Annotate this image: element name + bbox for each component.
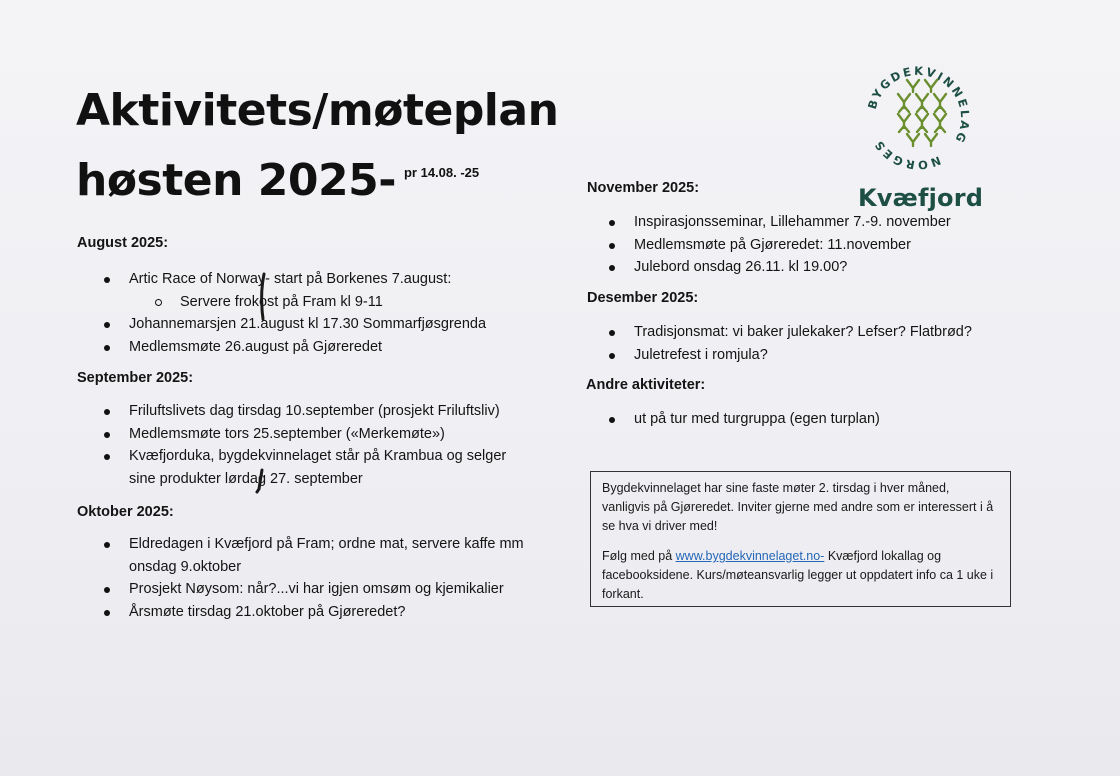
info-box	[590, 471, 1011, 607]
section-heading-oktober: Oktober 2025:	[77, 504, 174, 520]
list-item: ut på tur med turgruppa (egen turplan)	[582, 408, 880, 431]
list-sub-item: Servere frokost på Fram kl 9-11	[77, 291, 486, 314]
list-item: Johannemarsjen 21.august kl 17.30 Sommarfjøsgrenda	[77, 313, 486, 336]
section-heading-september: September 2025:	[77, 370, 194, 386]
list-andre-aktiviteter	[582, 408, 880, 431]
revision-date-note: pr 14.08. -25	[403, 165, 480, 180]
norges-bygdekvinnelag-logo	[848, 56, 988, 221]
logo-emblem-icon	[848, 56, 988, 181]
list-august	[77, 268, 486, 358]
list-item: Medlemsmøte 26.august på Gjøreredet	[77, 336, 486, 359]
logo-figure-icon	[898, 80, 946, 146]
section-heading-november: November 2025:	[587, 180, 700, 196]
list-september	[77, 400, 506, 490]
title-line-2	[76, 142, 558, 212]
list-november	[582, 211, 951, 279]
website-link[interactable]: www.bygdekvinnelaget.no-	[675, 549, 825, 563]
pen-mark-stroke	[255, 272, 271, 322]
list-item: Inspirasjonsseminar, Lillehammer 7.-9. november	[582, 211, 951, 234]
list-item: Medlemsmøte tors 25.september («Merkemøte»)	[77, 423, 506, 446]
section-heading-andre-aktiviteter: Andre aktiviteter:	[586, 377, 706, 393]
list-item: Artic Race of Norway- start på Borkenes 7.august:	[77, 268, 486, 291]
list-item: Tradisjonsmat: vi baker julekaker? Lefser? Flatbrød?	[582, 321, 972, 344]
page-title	[76, 80, 558, 212]
info-follow-suffix: Kvæfjord lokallag og facebooksidene. Kurs/møteansvarlig legger ut oppdatert info ca 1 uke i forkant.	[602, 549, 994, 601]
pen-mark-stroke	[252, 468, 270, 494]
list-item-continuation: onsdag 9.oktober	[129, 558, 242, 575]
list-oktober	[77, 533, 524, 623]
info-paragraph-meetings: Bygdekvinnelaget har sine faste møter 2. tirsdag i hver måned, vanligvis på Gjøreredet. Inviter gjerne med andre som er interessert i å se hva vi driver med!	[602, 481, 994, 533]
list-item: Friluftslivets dag tirsdag 10.september (prosjekt Friluftsliv)	[77, 400, 506, 423]
list-item: Årsmøte tirsdag 21.oktober på Gjøreredet?	[77, 601, 524, 624]
list-item: Prosjekt Nøysom: når?...vi har igjen omsøm og kjemikalier	[77, 578, 524, 601]
list-item-continuation: sine produkter lørdag 27. september	[129, 470, 363, 487]
svg-text:NORGES: NORGES	[870, 136, 943, 173]
list-item: Medlemsmøte på Gjøreredet: 11.november	[582, 234, 951, 257]
info-follow-prefix: Følg med på	[602, 549, 676, 563]
list-item: Julebord onsdag 26.11. kl 19.00?	[582, 256, 951, 279]
title-line-2-text: høsten 2025-	[76, 155, 396, 206]
section-heading-august: August 2025:	[77, 235, 169, 251]
list-desember	[582, 321, 972, 366]
info-paragraph-follow	[602, 547, 1000, 604]
lokallag-name: Kvæfjord	[858, 184, 984, 212]
list-item: Eldredagen i Kvæfjord på Fram; ordne mat, servere kaffe mm	[77, 533, 524, 556]
list-item: Kvæfjorduka, bygdekvinnelaget står på Krambua og selger	[77, 445, 506, 468]
list-item: Juletrefest i romjula?	[582, 344, 972, 367]
svg-text:BYGDEKVINNELAG: BYGDEKVINNELAG	[864, 63, 973, 147]
title-line-1: Aktivitets/møteplan	[76, 85, 559, 136]
section-heading-desember: Desember 2025:	[587, 290, 699, 306]
